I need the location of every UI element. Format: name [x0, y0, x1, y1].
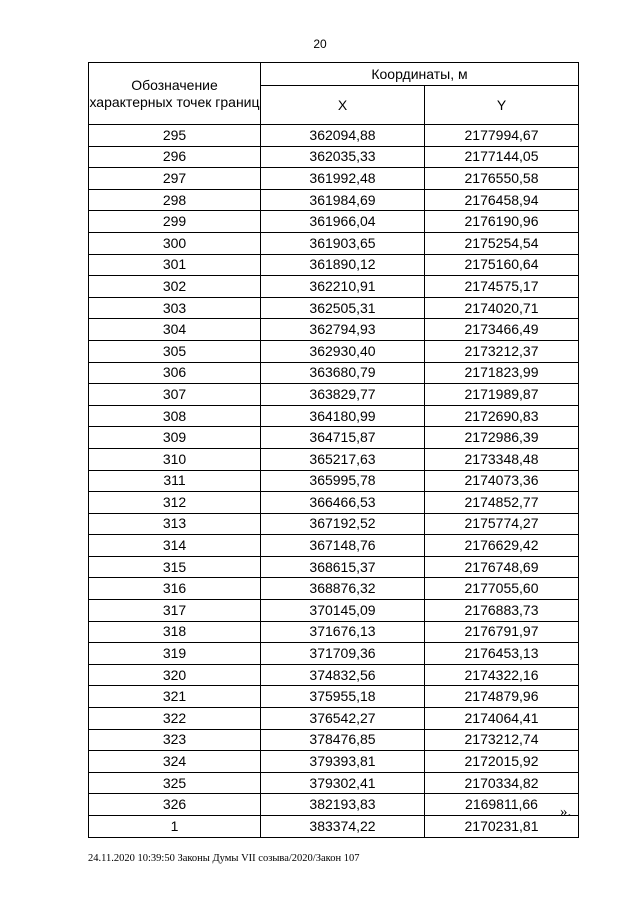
- cell-x: 367192,52: [261, 513, 425, 535]
- page-number: 20: [313, 37, 327, 51]
- table-row: [89, 600, 579, 622]
- cell-x: 371709,36: [261, 643, 425, 665]
- cell-x: 362505,31: [261, 297, 425, 319]
- cell-y: 2174852,77: [425, 492, 579, 514]
- cell-x: 375955,18: [261, 686, 425, 708]
- cell-y: 2172015,92: [425, 751, 579, 773]
- cell-y: 2170231,81: [425, 816, 579, 838]
- cell-point: 310: [89, 448, 261, 470]
- cell-x: 363829,77: [261, 384, 425, 406]
- cell-point: 313: [89, 513, 261, 535]
- table-header-row: [89, 63, 579, 86]
- cell-point: 325: [89, 772, 261, 794]
- cell-y: 2173212,37: [425, 340, 579, 362]
- cell-point: 302: [89, 276, 261, 298]
- table-row: [89, 816, 579, 838]
- cell-x: 382193,83: [261, 794, 425, 816]
- cell-y: 2175160,64: [425, 254, 579, 276]
- cell-point: 311: [89, 470, 261, 492]
- cell-point: 307: [89, 384, 261, 406]
- table-row: [89, 276, 579, 298]
- cell-y: 2174073,36: [425, 470, 579, 492]
- table-row: [89, 751, 579, 773]
- cell-x: 367148,76: [261, 535, 425, 557]
- table-row: [89, 125, 579, 147]
- cell-x: 363680,79: [261, 362, 425, 384]
- table-row: [89, 232, 579, 254]
- table-body: [89, 125, 579, 838]
- cell-y: 2176791,97: [425, 621, 579, 643]
- cell-x: 378476,85: [261, 729, 425, 751]
- cell-point: 318: [89, 621, 261, 643]
- table-row: [89, 794, 579, 816]
- cell-y: 2177144,05: [425, 146, 579, 168]
- cell-x: 365995,78: [261, 470, 425, 492]
- table-row: [89, 686, 579, 708]
- cell-point: 319: [89, 643, 261, 665]
- cell-point: 296: [89, 146, 261, 168]
- cell-x: 366466,53: [261, 492, 425, 514]
- table-row: [89, 427, 579, 449]
- cell-point: 321: [89, 686, 261, 708]
- cell-point: 304: [89, 319, 261, 341]
- cell-y: 2173348,48: [425, 448, 579, 470]
- header-coordinates: Координаты, м: [261, 63, 579, 86]
- cell-y: 2176453,13: [425, 643, 579, 665]
- cell-y: 2171823,99: [425, 362, 579, 384]
- cell-y: 2174020,71: [425, 297, 579, 319]
- table-row: [89, 729, 579, 751]
- cell-x: 379302,41: [261, 772, 425, 794]
- cell-y: 2176550,58: [425, 168, 579, 190]
- table-row: [89, 362, 579, 384]
- cell-y: 2174322,16: [425, 664, 579, 686]
- cell-y: 2169811,66: [425, 794, 579, 816]
- cell-point: 308: [89, 405, 261, 427]
- cell-point: 314: [89, 535, 261, 557]
- cell-y: 2173466,49: [425, 319, 579, 341]
- cell-y: 2176883,73: [425, 600, 579, 622]
- cell-x: 361992,48: [261, 168, 425, 190]
- header-x: X: [261, 86, 425, 125]
- cell-point: 306: [89, 362, 261, 384]
- cell-y: 2171989,87: [425, 384, 579, 406]
- cell-x: 370145,09: [261, 600, 425, 622]
- cell-point: 1: [89, 816, 261, 838]
- cell-y: 2172690,83: [425, 405, 579, 427]
- cell-y: 2176629,42: [425, 535, 579, 557]
- cell-x: 362930,40: [261, 340, 425, 362]
- cell-x: 362210,91: [261, 276, 425, 298]
- table-row: [89, 340, 579, 362]
- cell-x: 368876,32: [261, 578, 425, 600]
- cell-x: 379393,81: [261, 751, 425, 773]
- cell-point: 298: [89, 189, 261, 211]
- cell-point: 316: [89, 578, 261, 600]
- table-row: [89, 319, 579, 341]
- table-row: [89, 643, 579, 665]
- cell-y: 2175774,27: [425, 513, 579, 535]
- cell-point: 309: [89, 427, 261, 449]
- cell-point: 312: [89, 492, 261, 514]
- cell-point: 320: [89, 664, 261, 686]
- cell-y: 2174879,96: [425, 686, 579, 708]
- closing-quote-mark: ».: [560, 804, 572, 820]
- cell-point: 297: [89, 168, 261, 190]
- cell-x: 361966,04: [261, 211, 425, 233]
- cell-x: 362035,33: [261, 146, 425, 168]
- cell-point: 324: [89, 751, 261, 773]
- table-row: [89, 556, 579, 578]
- cell-x: 364180,99: [261, 405, 425, 427]
- table-row: [89, 448, 579, 470]
- cell-point: 303: [89, 297, 261, 319]
- cell-y: 2175254,54: [425, 232, 579, 254]
- cell-x: 365217,63: [261, 448, 425, 470]
- cell-x: 361890,12: [261, 254, 425, 276]
- table-row: [89, 708, 579, 730]
- cell-y: 2173212,74: [425, 729, 579, 751]
- cell-x: 362094,88: [261, 125, 425, 147]
- cell-x: 374832,56: [261, 664, 425, 686]
- cell-point: 299: [89, 211, 261, 233]
- cell-y: 2176458,94: [425, 189, 579, 211]
- cell-y: 2176190,96: [425, 211, 579, 233]
- table-row: [89, 254, 579, 276]
- cell-point: 295: [89, 125, 261, 147]
- cell-y: 2177994,67: [425, 125, 579, 147]
- table-row: [89, 168, 579, 190]
- table-row: [89, 513, 579, 535]
- cell-x: 371676,13: [261, 621, 425, 643]
- cell-y: 2176748,69: [425, 556, 579, 578]
- cell-point: 322: [89, 708, 261, 730]
- table-row: [89, 578, 579, 600]
- cell-x: 361984,69: [261, 189, 425, 211]
- cell-x: 361903,65: [261, 232, 425, 254]
- cell-point: 315: [89, 556, 261, 578]
- cell-x: 383374,22: [261, 816, 425, 838]
- cell-point: 305: [89, 340, 261, 362]
- cell-y: 2174575,17: [425, 276, 579, 298]
- table-row: [89, 664, 579, 686]
- header-y: Y: [425, 86, 579, 125]
- cell-y: 2172986,39: [425, 427, 579, 449]
- table-row: [89, 621, 579, 643]
- table-row: [89, 211, 579, 233]
- table-row: [89, 297, 579, 319]
- table-row: [89, 772, 579, 794]
- cell-point: 326: [89, 794, 261, 816]
- cell-x: 376542,27: [261, 708, 425, 730]
- coordinates-table: [88, 62, 579, 838]
- table-row: [89, 535, 579, 557]
- table-row: [89, 405, 579, 427]
- cell-point: 300: [89, 232, 261, 254]
- cell-point: 301: [89, 254, 261, 276]
- cell-point: 317: [89, 600, 261, 622]
- table-row: [89, 384, 579, 406]
- table-row: [89, 470, 579, 492]
- table-row: [89, 492, 579, 514]
- cell-x: 368615,37: [261, 556, 425, 578]
- header-point-designation: Обозначение характерных точек границ: [89, 63, 261, 125]
- cell-x: 364715,87: [261, 427, 425, 449]
- cell-point: 323: [89, 729, 261, 751]
- cell-x: 362794,93: [261, 319, 425, 341]
- cell-y: 2170334,82: [425, 772, 579, 794]
- document-footer: 24.11.2020 10:39:50 Законы Думы VII созыва/2020/Закон 107: [88, 853, 360, 864]
- cell-y: 2177055,60: [425, 578, 579, 600]
- cell-y: 2174064,41: [425, 708, 579, 730]
- table-row: [89, 189, 579, 211]
- table-row: [89, 146, 579, 168]
